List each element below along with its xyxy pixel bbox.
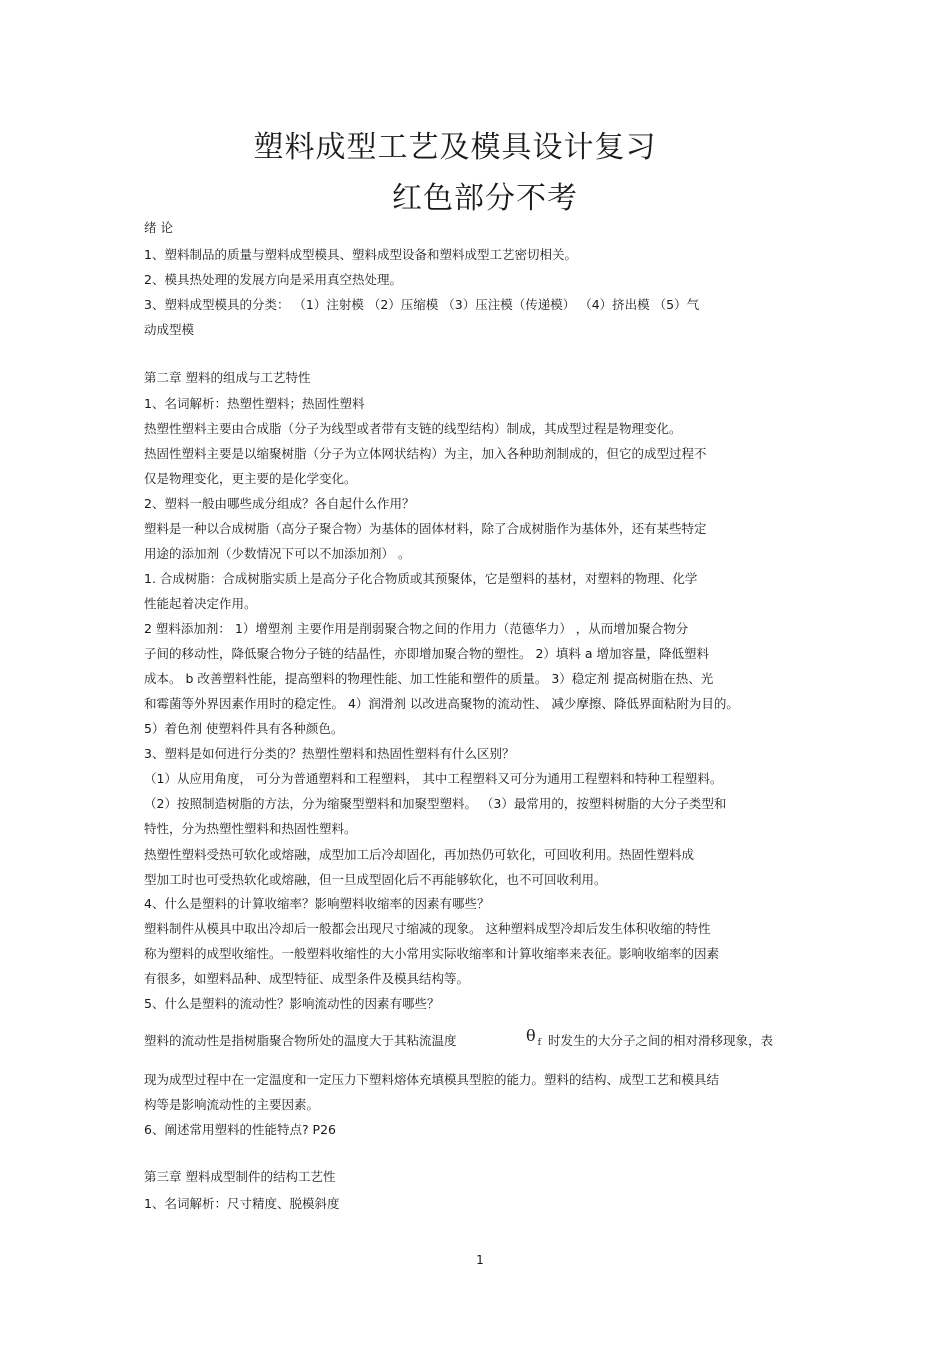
text-line: 2、模具热处理的发展方向是采用真空热处理。 [144, 272, 402, 287]
document-title: 塑料成型工艺及模具设计复习 [253, 130, 657, 165]
text-line: 3、塑料是如何进行分类的？热塑性塑料和热固性塑料有什么区别？ [144, 746, 515, 761]
text-line: 型加工时也可受热软化或熔融，但一旦成型固化后不再能够软化，也不可回收利用。 [144, 872, 607, 887]
text-line: 特性，分为热塑性塑料和热固性塑料。 [144, 821, 357, 836]
text-line: 3、塑料成型模具的分类： （1）注射模 （2）压缩模 （3）压注模（传递模） （4）挤出模 （5）气 [144, 297, 700, 312]
text-line: 5）着色剂 使塑料件具有各种颜色。 [144, 721, 344, 736]
text-line: 性能起着决定作用。 [144, 596, 257, 611]
text-line: 子间的移动性，降低聚合物分子链的结晶性，亦即增加聚合物的塑性。 2）填料 a 增加容量，降低塑料 [144, 646, 710, 661]
text-line: 构等是影响流动性的主要因素。 [144, 1097, 320, 1112]
text-line: 1、名词解析：尺寸精度、脱模斜度 [144, 1196, 340, 1211]
text-line: 2、塑料一般由哪些成分组成？各自起什么作用？ [144, 496, 415, 511]
text-line: 5、什么是塑料的流动性？影响流动性的因素有哪些？ [144, 996, 440, 1011]
text-line: 4、什么是塑料的计算收缩率？影响塑料收缩率的因素有哪些？ [144, 896, 490, 911]
theta-subscript: f [537, 1038, 541, 1048]
text-line: 有很多，如塑料品种、成型特征、成型条件及模具结构等。 [144, 971, 470, 986]
text-line: 成本。 b 改善塑料性能，提高塑料的物理性能、加工性能和塑件的质量。 3）稳定剂 提高树脂在热、光 [144, 671, 714, 686]
theta-f-symbol [526, 1026, 541, 1048]
text-line: （2）按照制造树脂的方法，分为缩聚型塑料和加聚型塑料。 （3）最常用的，按塑料树脂的大分子类型和 [144, 796, 727, 811]
text-line: 热塑性塑料主要由合成脂（分子为线型或者带有支链的线型结构）制成，其成型过程是物理变化。 [144, 421, 682, 436]
text-line: 2 塑料添加剂： 1）增塑剂 主要作用是削弱聚合物之间的作用力（范德华力） ，从而增加聚合物分 [144, 621, 689, 636]
chapter-heading-2: 第二章 塑料的组成与工艺特性 [144, 370, 311, 385]
text-line: 动成型模 [144, 322, 195, 337]
text-line: 塑料的流动性是指树脂聚合物所处的温度大于其粘流温度 [144, 1033, 457, 1048]
page-number: 1 [476, 1253, 484, 1267]
chapter-heading-3: 第三章 塑料成型制件的结构工艺性 [144, 1169, 336, 1184]
text-line: 时发生的大分子之间的相对滑移现象，表 [548, 1033, 774, 1048]
document-subtitle: 红色部分不考 [392, 181, 578, 216]
text-line: 用途的添加剂（少数情况下可以不加添加剂） 。 [144, 546, 411, 561]
text-line: 现为成型过程中在一定温度和一定压力下塑料熔体充填模具型腔的能力。塑料的结构、成型工艺和模具结 [144, 1072, 720, 1087]
text-line: 称为塑料的成型收缩性。一般塑料收缩性的大小常用实际收缩率和计算收缩率来表征。影响收缩率的因素 [144, 946, 720, 961]
text-line: （1）从应用角度， 可分为普通塑料和工程塑料， 其中工程塑料又可分为通用工程塑料和特种工程塑料。 [144, 771, 723, 786]
text-line: 1、名词解析：热塑性塑料；热固性塑料 [144, 396, 365, 411]
text-line: 1. 合成树脂：合成树脂实质上是高分子化合物质或其预聚体，它是塑料的基材，对塑料的物理、化学 [144, 571, 698, 586]
theta-glyph: θ [526, 1026, 536, 1045]
text-line: 热固性塑料主要是以缩聚树脂（分子为立体网状结构）为主，加入各种助剂制成的，但它的成型过程不 [144, 446, 707, 461]
text-line: 热塑性塑料受热可软化或熔融，成型加工后冷却固化，再加热仍可软化，可回收利用。热固性塑料成 [144, 847, 695, 862]
text-line: 6、阐述常用塑料的性能特点? P26 [144, 1122, 337, 1137]
text-line: 塑料是一种以合成树脂（高分子聚合物）为基体的固体材料，除了合成树脂作为基体外，还有某些特定 [144, 521, 707, 536]
text-line: 仅是物理变化，更主要的是化学变化。 [144, 471, 357, 486]
text-line: 塑料制件从模具中取出冷却后一般都会出现尺寸缩减的现象。 这种塑料成型冷却后发生体积收缩的特性 [144, 921, 711, 936]
text-line: 和霉菌等外界因素作用时的稳定性。 4）润滑剂 以改进高聚物的流动性、 减少摩擦、降低界面粘附为目的。 [144, 696, 739, 711]
section-heading-intro: 绪 论 [144, 220, 173, 235]
text-line: 1、塑料制品的质量与塑料成型模具、塑料成型设备和塑料成型工艺密切相关。 [144, 247, 577, 262]
